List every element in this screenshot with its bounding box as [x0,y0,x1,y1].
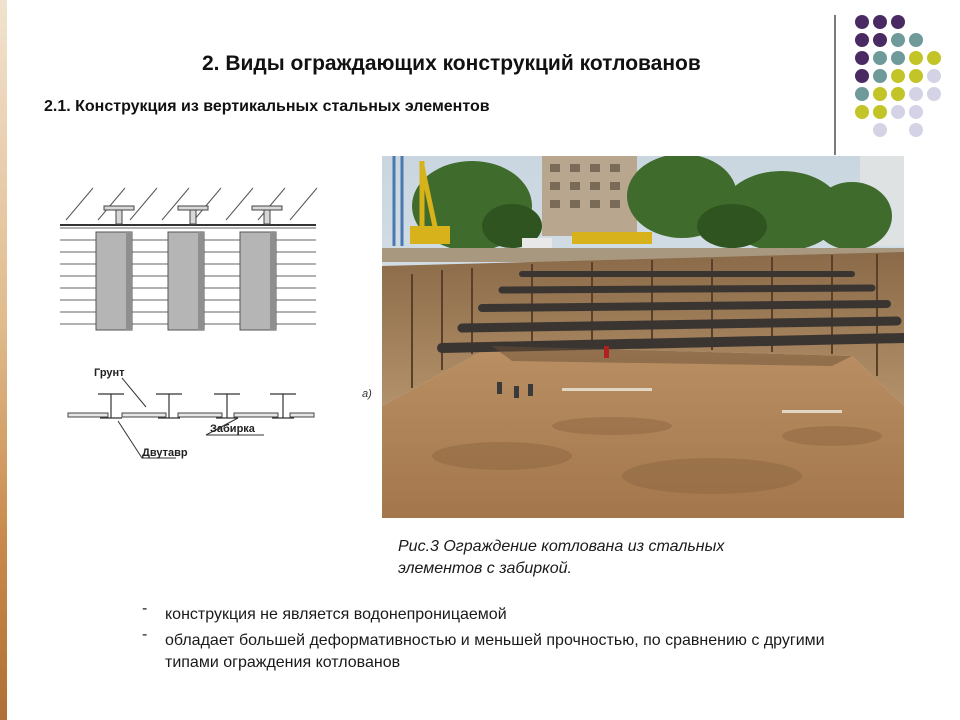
decor-dot [873,33,887,47]
decor-dot [855,51,869,65]
decor-dot [909,33,923,47]
bullet-text: конструкция не является водонепроницаемой [165,606,507,623]
decor-dot [855,69,869,83]
decor-dot [909,69,923,83]
decor-dot [891,87,905,101]
decor-dot [855,33,869,47]
decor-dot [855,15,869,29]
decor-dot [891,15,905,29]
decor-dot [873,87,887,101]
bullet-marker: - [142,600,148,617]
label-ibeam: Двутавр [142,447,188,459]
list-item [140,600,860,626]
decor-dot [909,105,923,119]
bullet-marker: - [142,626,148,643]
decor-dot [909,87,923,101]
plan-section [68,378,314,458]
decor-dot [873,51,887,65]
upper-elevation [60,188,317,330]
caption-line-1: Рис.3 Ограждение котлована из стальных [398,538,725,555]
slide-subtitle: 2.1. Конструкция из вертикальных стальных элементов [44,98,490,115]
label-lagging: Забирка [210,423,255,435]
left-accent-bar [0,0,7,720]
decor-dot [909,51,923,65]
figure-panel-label: а) [362,388,372,400]
slide-title: 2. Виды ограждающих конструкций котлованов [202,52,701,75]
decor-dot [891,51,905,65]
diagram-labels [94,367,256,459]
decor-dot [891,105,905,119]
decor-dot [873,15,887,29]
decor-dot [855,105,869,119]
excavation-photo [382,156,904,518]
decor-dot [873,123,887,137]
decor-dot [873,105,887,119]
decor-dot [891,33,905,47]
decor-dot [927,69,941,83]
decor-dot [927,87,941,101]
list-item [140,626,860,674]
figure-caption [398,536,818,580]
decor-dot [855,87,869,101]
decor-dot-grid [0,0,960,160]
caption-line-2: элементов с забиркой. [398,560,572,577]
decor-dot [891,69,905,83]
bullet-text: обладает большей деформативностью и меньшей прочностью, по сравнению с другими типами ограждения котлованов [165,632,825,671]
bullet-list [140,600,860,678]
sheet-pile-diagram [58,180,323,465]
label-ground: Грунт [94,367,125,379]
decor-dot [909,123,923,137]
decor-dot [873,69,887,83]
decor-divider-line [834,15,836,155]
decor-dot [927,51,941,65]
